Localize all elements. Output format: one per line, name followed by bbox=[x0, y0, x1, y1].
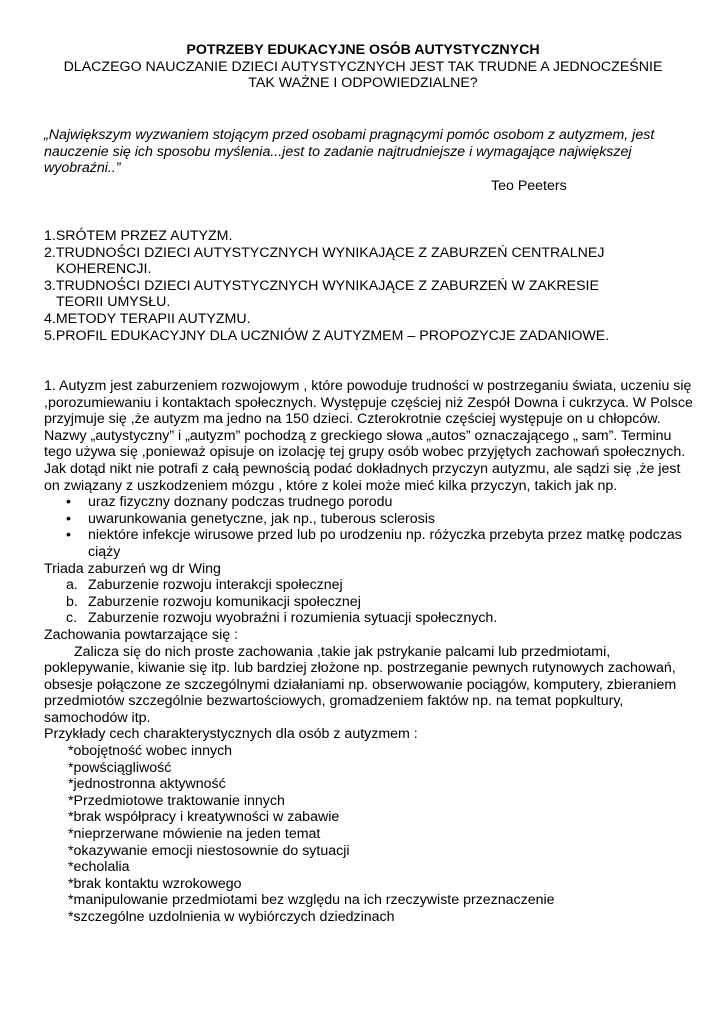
toc-item-text: 5.PROFIL EDUKACYJNY DLA UCZNIÓW Z AUTYZMEM – PROPOZYCJE ZADANIOWE. bbox=[44, 327, 610, 344]
toc-item bbox=[44, 328, 684, 345]
list-marker: c. bbox=[66, 610, 78, 627]
list-item bbox=[44, 594, 694, 611]
list-item: *Przedmiotowe traktowanie innych bbox=[68, 792, 285, 809]
list-item-text: Zaburzenie rozwoju wyobraźni i rozumienia sytuacji społecznych. bbox=[88, 610, 498, 627]
document-title bbox=[40, 42, 686, 92]
triada-list bbox=[44, 577, 694, 627]
list-item: *brak współpracy i kreatywności w zabawie bbox=[68, 809, 340, 826]
toc-item-text: 3.TRUDNOŚCI DZIECI AUTYSTYCZNYCH WYNIKAJĄCE Z ZABURZEŃ W ZAKRESIE bbox=[44, 277, 599, 294]
list-item bbox=[44, 494, 694, 511]
zachowania-heading: Zachowania powtarzające się : bbox=[44, 626, 238, 643]
list-item-text: niektóre infekcje wirusowe przed lub po urodzeniu np. różyczka przebyta przez matkę podczas ciąży bbox=[88, 527, 682, 560]
toc-item-continuation: TEORII UMYSŁU. bbox=[56, 294, 171, 311]
toc-item-continuation: KOHERENCJI. bbox=[56, 261, 152, 278]
list-item-text: uwarunkowania genetyczne, jak np., tuberous sclerosis bbox=[88, 510, 435, 527]
triada-heading: Triada zaburzeń wg dr Wing bbox=[44, 560, 221, 577]
list-item-text: Zaburzenie rozwoju interakcji społecznej bbox=[88, 577, 343, 594]
list-item: *powściągliwość bbox=[68, 759, 172, 776]
bullet-icon: • bbox=[66, 494, 71, 511]
paragraph-etymology: Nazwy „autystyczny” i „autyzm” pochodzą z greckiego słowa „autos” oznaczającego „ sam”. Terminu tego używa się ,ponieważ opisuje on izolację tej grupy osób wobec przyjętych zachowań społecznych. bbox=[44, 427, 686, 461]
toc-item bbox=[44, 245, 684, 278]
list-item bbox=[44, 527, 694, 560]
list-item: *echolalia bbox=[68, 859, 130, 876]
epigraph-quote: „Największym wyzwaniem stojącym przed osobami pragnącymi pomóc osobom z autyzmem, jest nauczenie się ich sposobu myślenia...jest to zadanie najtrudniejsze i wymagające największej wyobraźni..” bbox=[44, 127, 655, 177]
bullet-icon: • bbox=[66, 510, 71, 527]
document-body bbox=[44, 378, 694, 926]
table-of-contents bbox=[44, 228, 684, 344]
list-item bbox=[44, 511, 694, 528]
list-item: *jednostronna aktywność bbox=[68, 776, 226, 793]
list-marker: b. bbox=[66, 593, 78, 610]
list-item: *brak kontaktu wzrokowego bbox=[68, 875, 242, 892]
zachowania-paragraph: Zalicza się do nich proste zachowania ,takie jak pstrykanie palcami lub przedmiotami, poklepywanie, kiwanie się itp. lub bardziej złożone np. postrzeganie pewnych rutynowych zachowań, obsesje połączone ze szczególnymi działaniami np. obserwowanie pociągów, komputery, zbieraniem przedmiotów szczególnie bezwartościowych, gromadzeniem faktów np. na temat popkultury, samochodów itp. bbox=[44, 643, 677, 726]
toc-item-text: 4.METODY TERAPII AUTYZMU. bbox=[44, 310, 251, 327]
toc-item bbox=[44, 311, 684, 328]
list-marker: a. bbox=[66, 577, 78, 594]
title-line-3: TAK WAŻNE I ODPOWIEDZIALNE? bbox=[248, 75, 478, 92]
list-item: *obojętność wobec innych bbox=[68, 743, 233, 760]
toc-item bbox=[44, 278, 684, 311]
list-item: *nieprzerwane mówienie na jeden temat bbox=[68, 826, 321, 843]
cechy-heading: Przykłady cech charakterystycznych dla osób z autyzmem : bbox=[44, 726, 418, 743]
bullet-icon: • bbox=[66, 527, 71, 544]
list-item-text: uraz fizyczny doznany podczas trudnego porodu bbox=[88, 494, 393, 511]
list-item: *okazywanie emocji niestosownie do sytuacji bbox=[68, 842, 350, 859]
epigraph-author: Teo Peeters bbox=[491, 178, 567, 194]
list-item bbox=[44, 610, 694, 627]
list-item bbox=[44, 577, 694, 594]
paragraph-intro: 1. Autyzm jest zaburzeniem rozwojowym , które powoduje trudności w postrzeganiu świata, uczeniu się ,porozumiewaniu i kontaktach społecznych. Występuje częściej niż Zespół Downa i cukrzyca. W Polsce przyjmuje się ,że autyzm ma jedno na 150 dzieci. Czterokrotnie częściej występuje on u chłopców. bbox=[44, 378, 693, 428]
title-line-1: POTRZEBY EDUKACYJNE OSÓB AUTYSTYCZNYCH bbox=[186, 42, 540, 58]
toc-item-text: 2.TRUDNOŚCI DZIECI AUTYSTYCZNYCH WYNIKAJĄCE Z ZABURZEŃ CENTRALNEJ bbox=[44, 244, 605, 261]
paragraph-causes: Jak dotąd nikt nie potrafi z całą pewnością podać dokładnych przyczyn autyzmu, ale sądzi się ,że jest on związany z uszkodzeniem mózgu , które z kolei może mieć kilka przyczyn, takich jak np. bbox=[44, 460, 681, 494]
toc-item bbox=[44, 228, 684, 245]
list-item: *szczególne uzdolnienia w wybiórczych dziedzinach bbox=[68, 909, 395, 925]
title-line-2: DLACZEGO NAUCZANIE DZIECI AUTYSTYCZNYCH JEST TAK TRUDNE A JEDNOCZEŚNIE bbox=[63, 58, 663, 75]
toc-item-text: 1.SRÓTEM PRZEZ AUTYZM. bbox=[44, 228, 233, 244]
causes-list bbox=[44, 494, 694, 560]
list-item: *manipulowanie przedmiotami bez względu na ich rzeczywiste przeznaczenie bbox=[68, 892, 555, 909]
list-item-text: Zaburzenie rozwoju komunikacji społecznej bbox=[88, 593, 361, 610]
cechy-list bbox=[44, 743, 694, 926]
